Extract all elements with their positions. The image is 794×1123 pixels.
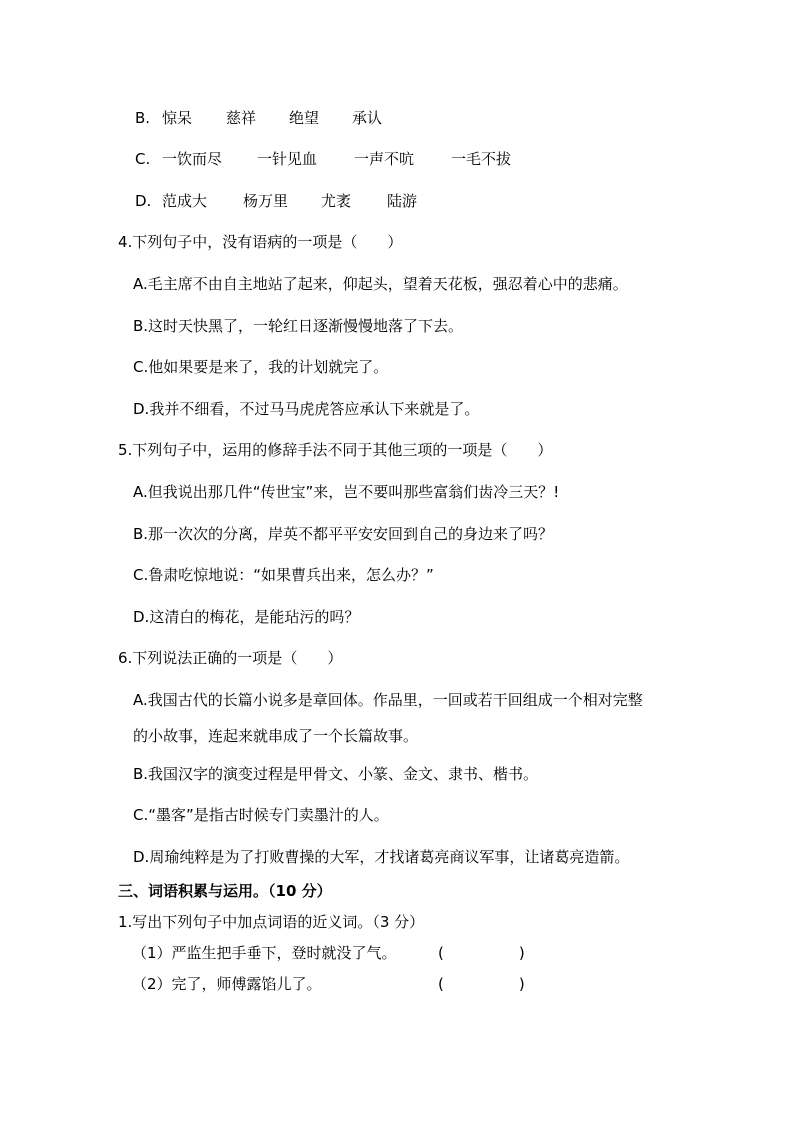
option-word: 惊呆: [162, 109, 193, 127]
section3-q1-stem: 1.写出下列句子中加点词语的近义词。（3 分）: [118, 913, 425, 931]
option-word: 尤袤: [321, 192, 352, 210]
q4-option-d: D.我并不细看，不过马马虎虎答应承认下来就是了。: [133, 400, 480, 418]
q4-stem: 4.下列句子中，没有语病的一项是（ ）: [118, 233, 403, 251]
option-word: 一声不吭: [354, 150, 415, 168]
q5-option-d: D.这清白的梅花，是能玷污的吗？: [133, 608, 360, 626]
option-word: 范成大: [162, 192, 208, 210]
q4-option-c: C.他如果要是来了，我的计划就完了。: [133, 358, 389, 376]
option-word: 杨万里: [243, 192, 289, 210]
q5-stem: 5.下列句子中，运用的修辞手法不同于其他三项的一项是（ ）: [118, 441, 553, 459]
q6-option-c: C.“墨客”是指古时候专门卖墨汁的人。: [133, 806, 389, 824]
option-word: 陆游: [387, 192, 418, 210]
option-word: 承认: [352, 109, 383, 127]
q5-option-c: C.鲁肃吃惊地说：“如果曹兵出来，怎么办？”: [133, 566, 434, 584]
option-label: D.: [135, 192, 152, 210]
option-word: 一饮而尽: [162, 150, 223, 168]
q6-option-b: B.我国汉字的演变过程是甲骨文、小篆、金文、隶书、楷书。: [133, 765, 539, 783]
answer-blank-1[interactable]: ( ): [438, 944, 525, 962]
option-word: 慈祥: [226, 109, 257, 127]
section-title: 三、词语积累与运用。（10 分）: [118, 882, 332, 900]
option-label: C.: [135, 150, 151, 168]
option-word: 一针见血: [257, 150, 318, 168]
q4-option-b: B.这时天快黑了，一轮红日逐渐慢慢地落了下去。: [133, 317, 464, 335]
q6-option-a-line1: A.我国古代的长篇小说多是章回体。作品里，一回或若干回组成一个相对完整: [133, 691, 643, 709]
section3-item-1: （1）严监生把手垂下，登时就没了气。: [132, 944, 397, 962]
q4-option-a: A.毛主席不由自主地站了起来，仰起头，望着天花板，强忍着心中的悲痛。: [133, 275, 628, 293]
q5-option-b: B.那一次次的分离，岸英不都平平安安回到自己的身边来了吗？: [133, 525, 554, 543]
section3-item-2: （2）完了，师傅露馅儿了。: [132, 975, 322, 993]
q6-option-a-line2: 的小故事，连起来就串成了一个长篇故事。: [133, 727, 419, 745]
option-word: 绝望: [289, 109, 320, 127]
q5-option-a: A.但我说出那几件“传世宝”来，岂不要叫那些富翁们齿冷三天？!: [133, 483, 560, 501]
option-word: 一毛不拔: [451, 150, 512, 168]
q6-stem: 6.下列说法正确的一项是（ ）: [118, 649, 343, 667]
option-label: B.: [135, 109, 151, 127]
q6-option-d: D.周瑜纯粹是为了打败曹操的大军，才找诸葛亮商议军事，让诸葛亮造箭。: [133, 848, 630, 866]
answer-blank-2[interactable]: ( ): [438, 975, 525, 993]
